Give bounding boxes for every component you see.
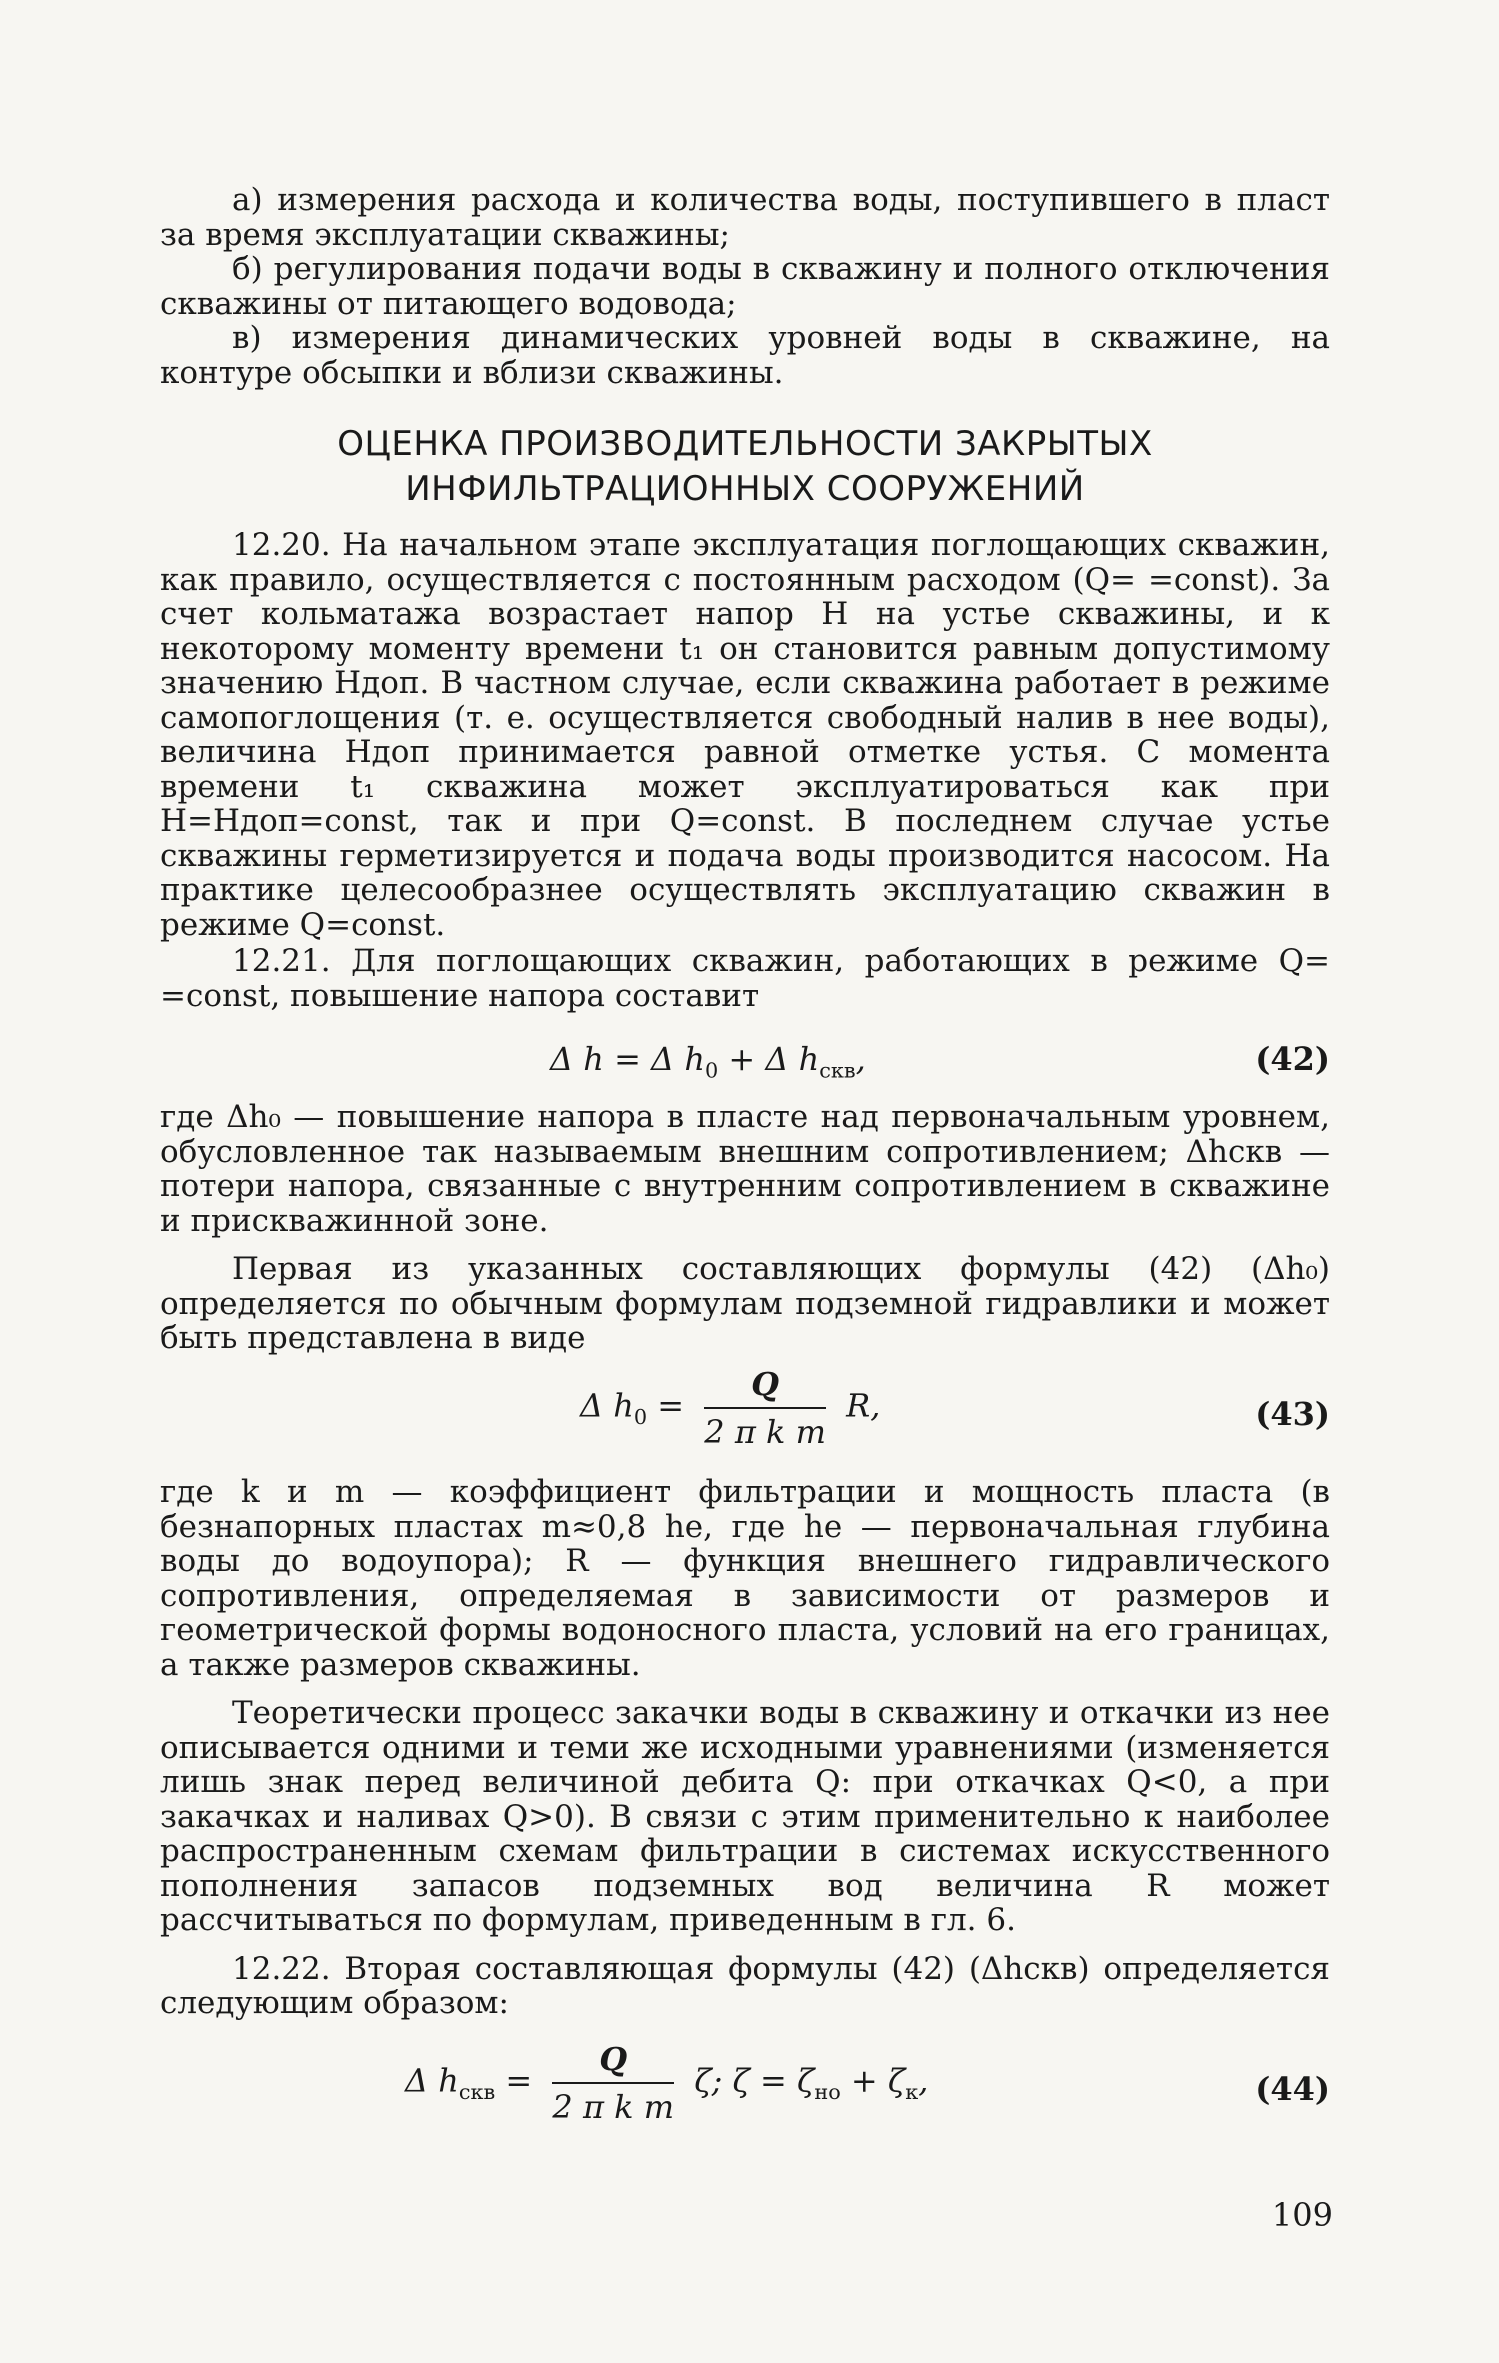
equation-42 xyxy=(160,1040,1330,1100)
eq43-sub0: 0 xyxy=(633,1404,648,1429)
paragraph-12-22: 12.22. Вторая составляющая формулы (42) (Δhскв) определяется следующим образом: xyxy=(160,1950,1330,2021)
paragraph-12-20: 12.20. На начальном этапе эксплуатация поглощающих скважин, как правило, осуществляется с постоянным расходом (Q= =const). За счет кольматажа возрастает напор H на устье скважины, и к некоторому моменту времени t₁ он становится равным допустимому значению Hдоп. В частном случае, если скважина работает в режиме самопоглощения (т. е. осуществляется свободный налив в нее воды), величина Hдоп принимается равной отметке устья. С момента времени t₁ скважина может эксплуатироваться как при H=Hдоп=const, так и при Q=const. В последнем случае устье скважины герметизируется и подача воды производится насосом. На практике целесообразнее осуществлять эксплуатацию скважин в режиме Q=const. xyxy=(160,527,1330,943)
eq44-fraction xyxy=(552,2040,674,2126)
paragraph-12-21: 12.21. Для поглощающих скважин, работающих в режиме Q= =const, повышение напора составит xyxy=(160,943,1330,1014)
list-block xyxy=(160,183,1330,390)
eq43-numerator: Q xyxy=(704,1365,826,1409)
eq44-subno: но xyxy=(814,2079,841,2104)
list-item-c: в) измерения динамических уровней воды в скважине, на контуре обсыпки и вблизи скважины. xyxy=(160,320,1330,391)
eq42-sub0: 0 xyxy=(704,1058,719,1083)
eq42-subskv: скв xyxy=(819,1058,856,1083)
paragraph-after-43: где k и m — коэффициент фильтрации и мощность пласта (в безнапорных пластах m≈0,8 hе, где hе — первоначальная глубина воды до водоупора); R — функция внешнего гидравлического сопротивления, определяемая в зависимости от размеров и геометрической формы водоносного пласта, условий на его границах, а также размеров скважины. xyxy=(160,1474,1330,1683)
eq44-denominator: 2 π k m xyxy=(552,2088,675,2126)
equation-43 xyxy=(160,1365,1330,1475)
equation-number-43: (43) xyxy=(1255,1395,1330,1433)
eq44-subk: к xyxy=(905,2079,919,2104)
paragraph-first-component: Первая из указанных составляющих формулы (42) (Δh₀) определяется по обычным формулам подземной гидравлики и может быть представлена в виде xyxy=(160,1251,1330,1356)
equation-number-44: (44) xyxy=(1255,2070,1330,2108)
paragraph-block-3 xyxy=(160,1475,1330,2021)
eq44-eqsign: = xyxy=(495,2061,543,2100)
equation-44 xyxy=(160,2040,1330,2150)
eq43-fraction xyxy=(704,1365,826,1451)
paragraph-block-1 xyxy=(160,528,1330,1013)
eq44-lhs: Δ h xyxy=(405,2061,459,2100)
heading-line-2: ИНФИЛЬТРАЦИОННЫХ СООРУЖЕНИЙ xyxy=(405,469,1085,509)
equation-number-42: (42) xyxy=(1255,1040,1330,1078)
section-heading xyxy=(160,422,1330,512)
paragraph-block-2 xyxy=(160,1100,1330,1356)
eq42-tail: , xyxy=(855,1040,866,1078)
eq43-denominator: 2 π k m xyxy=(704,1413,826,1451)
paragraph-after-42: где Δh₀ — повышение напора в пласте над первоначальным уровнем, обусловленное так называемым внешним сопротивлением; Δhскв — потери напора, связанные с внутренним сопротивлением в скважине и прискважинной зоне. xyxy=(160,1099,1330,1239)
page-number: 109 xyxy=(1271,2196,1333,2234)
eq44-rhs2: + ζ xyxy=(840,2061,906,2100)
eq44-numerator: Q xyxy=(552,2040,674,2084)
eq42-mid: + Δ h xyxy=(718,1040,820,1078)
eq43-eqsign: = xyxy=(647,1386,695,1425)
eq43-rhs: R, xyxy=(846,1386,881,1425)
eq44-tail: , xyxy=(918,2061,929,2100)
paragraph-theory: Теоретически процесс закачки воды в скважину и откачки из нее описывается одними и теми же исходными уравнениями (изменяется лишь знак перед величиной дебита Q: при откачках Q<0, а при закачках и наливах Q>0). В связи с этим применительно к наиболее распространенным схемам фильтрации в системах искусственного пополнения запасов подземных вод величина R может рассчитываться по формулам, приведенным в гл. 6. xyxy=(160,1695,1330,1938)
heading-line-1: ОЦЕНКА ПРОИЗВОДИТЕЛЬНОСТИ ЗАКРЫТЫХ xyxy=(337,424,1153,464)
eq44-subskv: скв xyxy=(458,2079,496,2104)
eq43-lhs: Δ h xyxy=(580,1386,634,1425)
list-item-a: а) измерения расхода и количества воды, поступившего в пласт за время эксплуатации скважины; xyxy=(160,182,1330,253)
list-item-b: б) регулирования подачи воды в скважину и полного отключения скважины от питающего водовода; xyxy=(160,251,1330,322)
eq44-rhs1: ζ; ζ = ζ xyxy=(694,2061,815,2100)
eq42-lhs: Δ h = Δ h xyxy=(550,1040,705,1078)
